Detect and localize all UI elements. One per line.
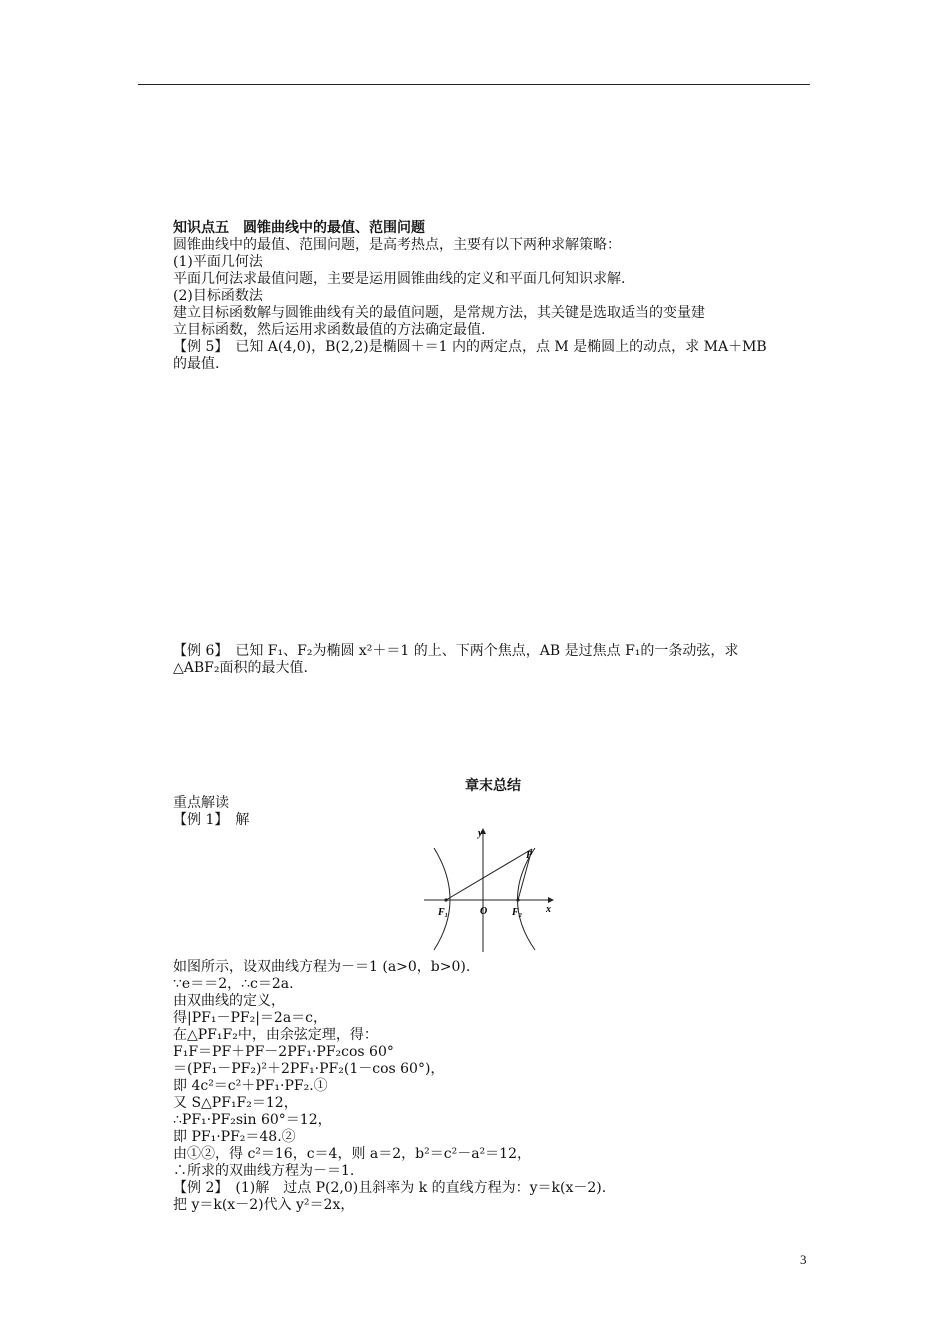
- solution-line: 由①②，得 c²＝16，c＝4，则 a＝2，b²＝c²－a²＝12，: [173, 1146, 531, 1162]
- origin-label: O: [480, 906, 488, 917]
- paragraph-line: 平面几何法求最值问题，主要是运用圆锥曲线的定义和平面几何知识求解.: [173, 271, 626, 287]
- header-rule: [138, 84, 810, 85]
- example-5-line: 【例 5】 已知 A(4,0)，B(2,2)是椭圆＋＝1 内的两定点，点 M 是椭圆上的动点，求 MA＋MB: [173, 339, 767, 355]
- example-1-solution: [173, 959, 813, 1214]
- solution-line: 即 4c²＝c²＋PF₁·PF₂.①: [173, 1078, 328, 1094]
- example-6-line: △ABF₂面积的最大值.: [173, 660, 308, 676]
- section-title: 知识点五 圆锥曲线中的最值、范围问题: [173, 220, 425, 236]
- paragraph-line: 立目标函数，然后运用求函数最值的方法确定最值.: [173, 322, 486, 338]
- paragraph-line: (1)平面几何法: [173, 254, 263, 270]
- page-number: 3: [800, 1252, 807, 1267]
- paragraph-line: (2)目标函数法: [173, 288, 263, 304]
- solution-line: ∵e＝＝2，∴c＝2a.: [173, 976, 294, 992]
- point-p-label: P: [526, 850, 533, 861]
- chapter-summary: [173, 778, 813, 795]
- focus-f1-label: F₁: [438, 907, 449, 918]
- summary-body-top: [173, 795, 813, 829]
- x-axis-label: x: [546, 904, 551, 915]
- example-5-line: 的最值.: [173, 356, 220, 372]
- solution-line: ∴所求的双曲线方程为－＝1.: [173, 1163, 355, 1179]
- example-1-label: 【例 1】 解: [173, 812, 250, 828]
- summary-title: 章末总结: [465, 778, 521, 794]
- hyperbola-figure: [420, 826, 560, 954]
- example-2-line: 【例 2】 (1)解 过点 P(2,0)且斜率为 k 的直线方程为：y＝k(x－2).: [173, 1180, 607, 1196]
- solution-line: ∴PF₁·PF₂sin 60°＝12，: [173, 1112, 332, 1128]
- section-knowledge-5: [173, 220, 813, 373]
- example-2-line: 把 y＝k(x－2)代入 y²＝2x，: [173, 1197, 355, 1213]
- solution-line: 由双曲线的定义，: [173, 993, 285, 1009]
- example-6: [173, 643, 813, 677]
- focus-f2-label: F₂: [512, 907, 523, 918]
- solution-line: F₁F＝PF＋PF－2PF₁·PF₂cos 60°: [173, 1044, 394, 1060]
- summary-heading: 重点解读: [173, 795, 229, 811]
- solution-line: 在△PF₁F₂中，由余弦定理，得：: [173, 1027, 378, 1043]
- solution-line: 即 PF₁·PF₂＝48.②: [173, 1129, 296, 1145]
- solution-line: 如图所示，设双曲线方程为－＝1 (a>0，b>0).: [173, 959, 471, 975]
- y-axis-label: y: [478, 828, 483, 839]
- solution-line: ＝(PF₁－PF₂)²＋2PF₁·PF₂(1－cos 60°)，: [173, 1061, 445, 1077]
- paragraph-line: 圆锥曲线中的最值、范围问题，是高考热点，主要有以下两种求解策略：: [173, 237, 621, 253]
- solution-line: 得|PF₁－PF₂|＝2a＝c，: [173, 1010, 328, 1026]
- example-6-line: 【例 6】 已知 F₁、F₂为椭圆 x²＋＝1 的上、下两个焦点，AB 是过焦点 F₁的一条动弦，求: [173, 643, 739, 659]
- paragraph-line: 建立目标函数解与圆锥曲线有关的最值问题，是常规方法，其关键是选取适当的变量建: [173, 305, 705, 321]
- solution-line: 又 S△PF₁F₂＝12，: [173, 1095, 298, 1111]
